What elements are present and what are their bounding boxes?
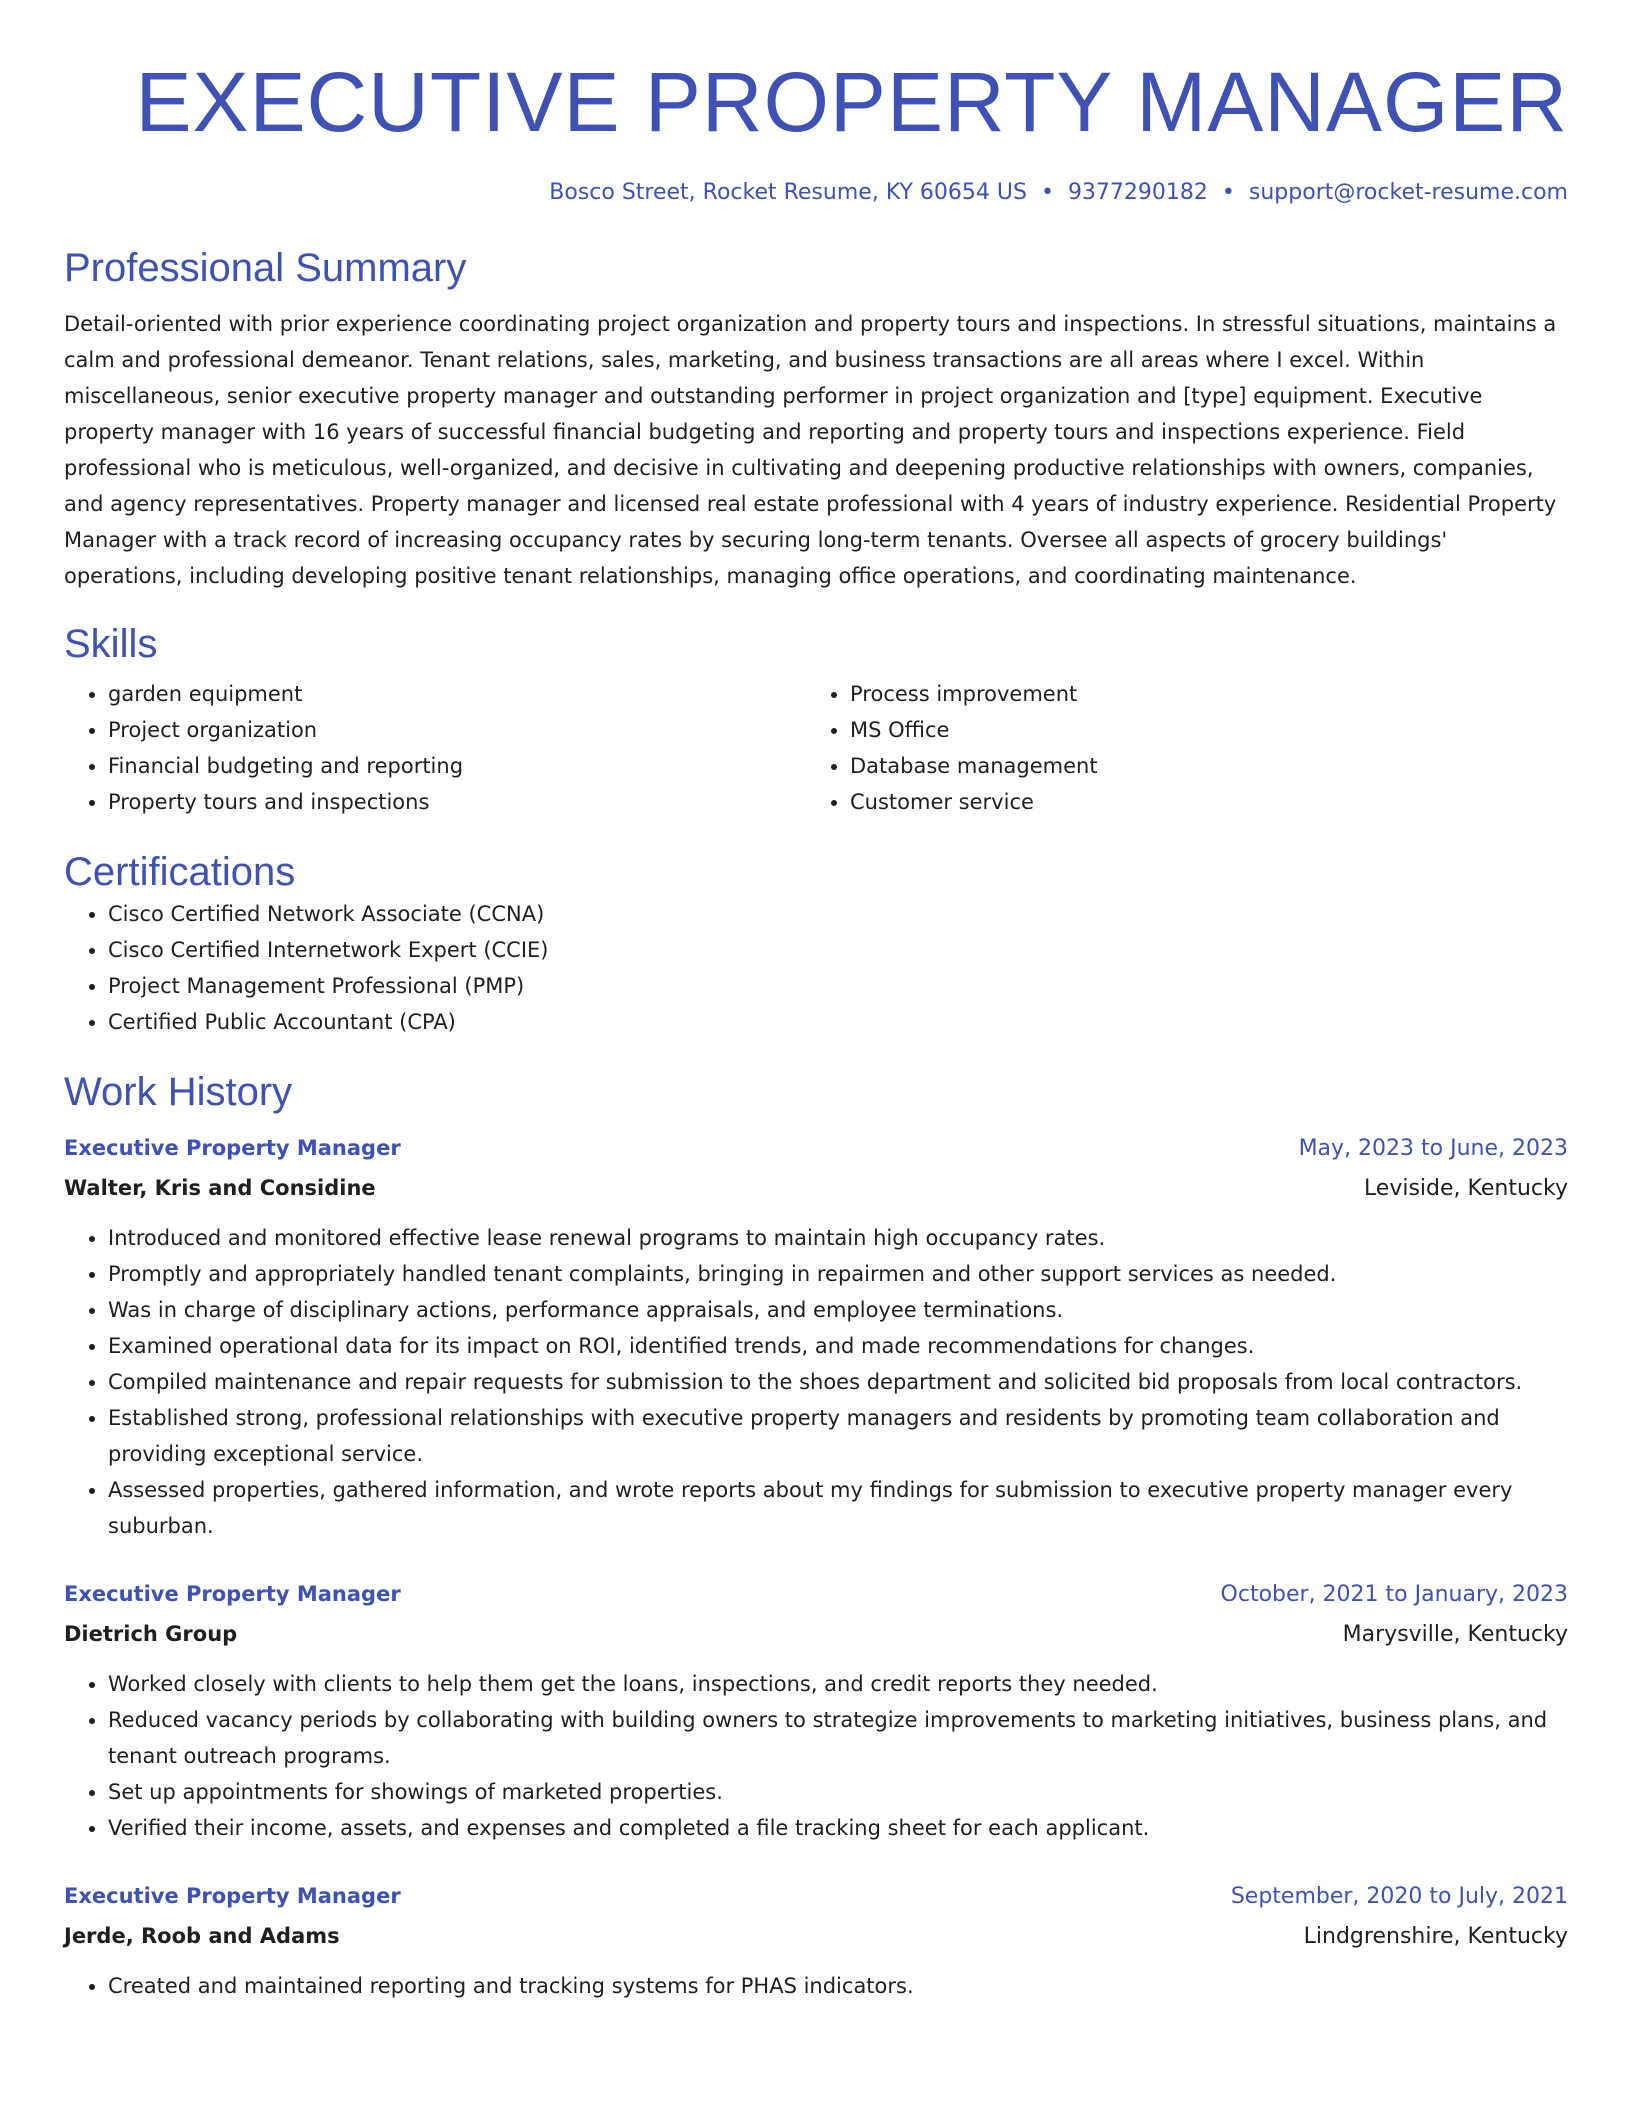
certification-item: • Project Management Professional (PMP) (108, 968, 1568, 1004)
skill-item: • Financial budgeting and reporting (108, 748, 806, 784)
job-bullet: • Established strong, professional relationships with executive property managers and residents by promoting team collaboration and providing exceptional service. (108, 1400, 1568, 1472)
job-title: Executive Property Manager (64, 1136, 401, 1160)
job-entry (64, 1876, 1568, 2004)
job-entry (64, 1574, 1568, 1846)
job-company: Walter, Kris and Considine (64, 1176, 376, 1200)
skill-item: • Property tours and inspections (108, 784, 806, 820)
job-bullet: • Examined operational data for its impact on ROI, identified trends, and made recommendations for changes. (108, 1328, 1568, 1364)
contact-line (64, 178, 1568, 208)
contact-separator: • (1221, 180, 1235, 205)
skills-columns (64, 676, 1568, 820)
resume-name-heading: EXECUTIVE PROPERTY MANAGER (135, 55, 1568, 149)
job-bullets (64, 1968, 1568, 2004)
job-entry (64, 1128, 1568, 1544)
job-dates: May, 2023 to June, 2023 (1298, 1136, 1568, 1161)
skill-item: • Process improvement (850, 676, 1548, 712)
certification-item: • Certified Public Accountant (CPA) (108, 1004, 1568, 1040)
job-company: Dietrich Group (64, 1622, 238, 1646)
contact-separator: • (1040, 180, 1054, 205)
job-company-row (64, 1917, 1568, 1956)
job-bullet: • Reduced vacancy periods by collaborating with building owners to strategize improvements to marketing initiatives, business plans, and tenant outreach programs. (108, 1702, 1568, 1774)
job-bullets (64, 1220, 1568, 1544)
job-bullet: • Assessed properties, gathered information, and wrote reports about my findings for submission to executive property manager every suburban. (108, 1472, 1568, 1544)
job-title: Executive Property Manager (64, 1582, 401, 1606)
job-location: Marysville, Kentucky (1342, 1622, 1568, 1647)
job-title: Executive Property Manager (64, 1884, 401, 1908)
skill-item: • garden equipment (108, 676, 806, 712)
job-bullet: • Promptly and appropriately handled tenant complaints, bringing in repairmen and other support services as needed. (108, 1256, 1568, 1292)
skill-item: • Database management (850, 748, 1548, 784)
job-location: Lindgrenshire, Kentucky (1303, 1924, 1568, 1949)
job-bullet: • Created and maintained reporting and tracking systems for PHAS indicators. (108, 1968, 1568, 2004)
skill-item: • Customer service (850, 784, 1548, 820)
job-location: Leviside, Kentucky (1363, 1176, 1568, 1201)
summary-text: Detail-oriented with prior experience coordinating project organization and property tours and inspections. In stressful situations, maintains a calm and professional demeanor. Tenant relations, sales, marketing, and business transactions are all areas where I excel. Within miscellaneous, senior executive property manager and outstanding performer in project organization and [type] equipment. Executive property manager with 16 years of successful financial budgeting and reporting and property tours and inspections experience. Field professional who is meticulous, well-organized, and decisive in cultivating and deepening productive relationships with owners, companies, and agency representatives. Property manager and licensed real estate professional with 4 years of industry experience. Residential Property Manager with a track record of increasing occupancy rates by securing long-term tenants. Oversee all aspects of grocery buildings' operations, including developing positive tenant relationships, managing office operations, and coordinating maintenance. (64, 312, 1557, 588)
job-bullet: • Worked closely with clients to help them get the loans, inspections, and credit reports they needed. (108, 1666, 1568, 1702)
skills-list-left (64, 676, 806, 820)
skills-list-right (806, 676, 1548, 820)
job-bullet: • Verified their income, assets, and expenses and completed a file tracking sheet for each applicant. (108, 1810, 1568, 1846)
phone-text: 9377290182 (1067, 180, 1208, 205)
skills-heading: Skills (64, 622, 158, 666)
job-bullet: • Was in charge of disciplinary actions, performance appraisals, and employee terminations. (108, 1292, 1568, 1328)
certification-item: • Cisco Certified Internetwork Expert (CCIE) (108, 932, 1568, 968)
job-company-row (64, 1169, 1568, 1208)
job-bullet: • Set up appointments for showings of marketed properties. (108, 1774, 1568, 1810)
job-bullet: • Introduced and monitored effective lease renewal programs to maintain high occupancy rates. (108, 1220, 1568, 1256)
job-bullets (64, 1666, 1568, 1846)
job-title-row (64, 1876, 1568, 1917)
job-company: Jerde, Roob and Adams (64, 1924, 340, 1948)
skills-column-right (806, 676, 1548, 820)
job-bullet: • Compiled maintenance and repair requests for submission to the shoes department and solicited bid proposals from local contractors. (108, 1364, 1568, 1400)
job-title-row (64, 1574, 1568, 1615)
skills-column-left (64, 676, 806, 820)
work-history-heading: Work History (64, 1070, 293, 1114)
skill-item: • MS Office (850, 712, 1548, 748)
email-text: support@rocket-resume.com (1248, 180, 1568, 205)
address-text: Bosco Street, Rocket Resume, KY 60654 US (549, 180, 1027, 205)
skill-item: • Project organization (108, 712, 806, 748)
certifications-heading: Certifications (64, 850, 296, 894)
job-dates: September, 2020 to July, 2021 (1230, 1884, 1568, 1909)
certifications-list (64, 896, 1568, 1040)
summary-heading: Professional Summary (64, 246, 467, 290)
resume-page (64, 0, 1568, 2004)
job-title-row (64, 1128, 1568, 1169)
certification-item: • Cisco Certified Network Associate (CCNA) (108, 896, 1568, 932)
job-dates: October, 2021 to January, 2023 (1220, 1582, 1568, 1607)
job-company-row (64, 1615, 1568, 1654)
